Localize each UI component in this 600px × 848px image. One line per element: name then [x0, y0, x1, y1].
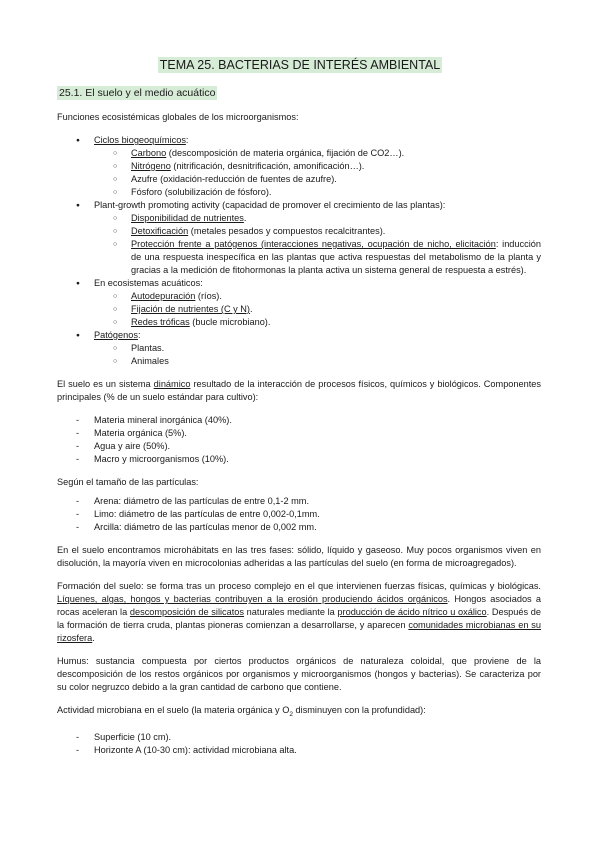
depth-item: - Superficie (10 cm). — [57, 731, 541, 744]
particle-item: - Limo: diámetro de las partículas de entre 0,002-0,1mm. — [57, 508, 541, 521]
function-item: ● Plant-growth promoting activity (capacidad de promover el crecimiento de las plantas): ○ Disponibilidad de nutrientes. ○ Detoxificación (metales pesados y compuestos recalcitrantes). ○ Protección frente a patógenos (interacciones negativas, ocupación de nicho, elicitación: inducción de una respuesta inespecífica en las plantas que activa respuestas del metabolismo de la planta y gracias a la medición de fitohormonas la planta activa un sistema general de respuesta a estrés). — [57, 199, 541, 277]
particles-intro: Según el tamaño de las partículas: — [57, 477, 199, 487]
functions-intro: Funciones ecosistémicas globales de los microorganismos: — [57, 112, 299, 122]
title-text: TEMA 25. BACTERIAS DE INTERÉS AMBIENTAL — [159, 58, 441, 72]
function-subitem: ○ Fijación de nutrientes (C y N). — [94, 303, 541, 316]
function-subitem: ○ Autodepuración (ríos). — [94, 290, 541, 303]
function-subitems — [94, 147, 541, 199]
section-heading — [57, 83, 217, 101]
depth-list — [57, 731, 541, 757]
particles-list — [57, 495, 541, 534]
function-item: ● En ecosistemas acuáticos: ○ Autodepuración (ríos). ○ Fijación de nutrientes (C y N). ○ Redes tróficas (bucle microbiano). — [57, 277, 541, 329]
component-item: - Macro y microorganismos (10%). — [57, 453, 541, 466]
function-item: ● Patógenos: ○ Plantas. ○ Animales — [57, 329, 541, 368]
function-item: ● Ciclos biogeoquímicos: ○ Carbono (descomposición de materia orgánica, fijación de CO2…). ○ Nitrógeno (nitrificación, desnitrificación, amonificación…). ○ Azufre (oxidación-reducción de fuentes de azufre). ○ Fósforo (solubilización de fósforo). — [57, 134, 541, 199]
function-subitem: ○ Carbono (descomposición de materia orgánica, fijación de CO2…). — [94, 147, 541, 160]
soil-paragraph: El suelo es un sistema dinámico resultado de la interacción de procesos físicos, químicos y biológicos. Componentes principales (% de un suelo estándar para cultivo): — [57, 379, 541, 402]
humus-paragraph: Humus: sustancia compuesta por ciertos productos orgánicos de naturaleza coloidal, que proviene de la descomposición de los restos orgánicos por organismos y microorganismos (hongos y bacterias). Se caracteriza por su color negruzco debido a la gran cantidad de carbono que contiene. — [57, 656, 541, 692]
function-subitem: ○ Redes tróficas (bucle microbiano). — [94, 316, 541, 329]
document-title — [0, 56, 600, 74]
functions-list — [57, 134, 541, 368]
particle-item: - Arena: diámetro de las partículas de entre 0,1-2 mm. — [57, 495, 541, 508]
document-body — [57, 111, 541, 757]
section-heading-text: 25.1. El suelo y el medio acuático — [59, 87, 216, 99]
component-item: - Materia orgánica (5%). — [57, 427, 541, 440]
microhabitats-paragraph: En el suelo encontramos microhábitats en las tres fases: sólido, líquido y gaseoso. Muy pocos organismos viven en disolución, la mayoría viven en microcolonias adheridas a las partículas del suelo (en forma de microagregados). — [57, 545, 541, 568]
component-item: - Materia mineral inorgánica (40%). — [57, 414, 541, 427]
function-subitem: ○ Animales — [94, 355, 541, 368]
components-list — [57, 414, 541, 466]
soil-formation-paragraph: Formación del suelo: se forma tras un proceso complejo en el que intervienen fuerzas físicas, químicas y biológicas. Líquenes, algas, hongos y bacterias contribuyen a la erosión produciendo ácidos orgánicos. Hongos asociados a rocas aceleran la descomposición de silicatos naturales mediante la producción de ácido nítrico u oxálico. Después de la formación de tierra cruda, plantas pioneras comienzan a desarrollarse, y aparecen comunidades microbianas en su rizosfera. — [57, 581, 542, 643]
component-item: - Agua y aire (50%). — [57, 440, 541, 453]
function-subitem: ○ Nitrógeno (nitrificación, desnitrificación, amonificación…). — [94, 160, 541, 173]
function-subitem: ○ Protección frente a patógenos (interacciones negativas, ocupación de nicho, elicitación: inducción de una respuesta inespecífica en las plantas que activa respuestas del metabolismo de la planta y gracias a la medición de fitohormonas la planta activa un sistema general de respuesta a estrés). — [94, 238, 541, 277]
function-subitems — [94, 290, 541, 329]
function-subitem: ○ Detoxificación (metales pesados y compuestos recalcitrantes). — [94, 225, 541, 238]
function-subitem: ○ Disponibilidad de nutrientes. — [94, 212, 541, 225]
function-subitem: ○ Azufre (oxidación-reducción de fuentes de azufre). — [94, 173, 541, 186]
function-subitem: ○ Plantas. — [94, 342, 541, 355]
particle-item: - Arcilla: diámetro de las partículas menor de 0,002 mm. — [57, 521, 541, 534]
function-subitems — [94, 342, 541, 368]
activity-paragraph: Actividad microbiana en el suelo (la materia orgánica y $O_2$ disminuyen con la profundidad): — [57, 705, 426, 718]
depth-item: - Horizonte A (10-30 cm): actividad microbiana alta. — [57, 744, 541, 757]
function-subitems — [94, 212, 541, 277]
function-subitem: ○ Fósforo (solubilización de fósforo). — [94, 186, 541, 199]
